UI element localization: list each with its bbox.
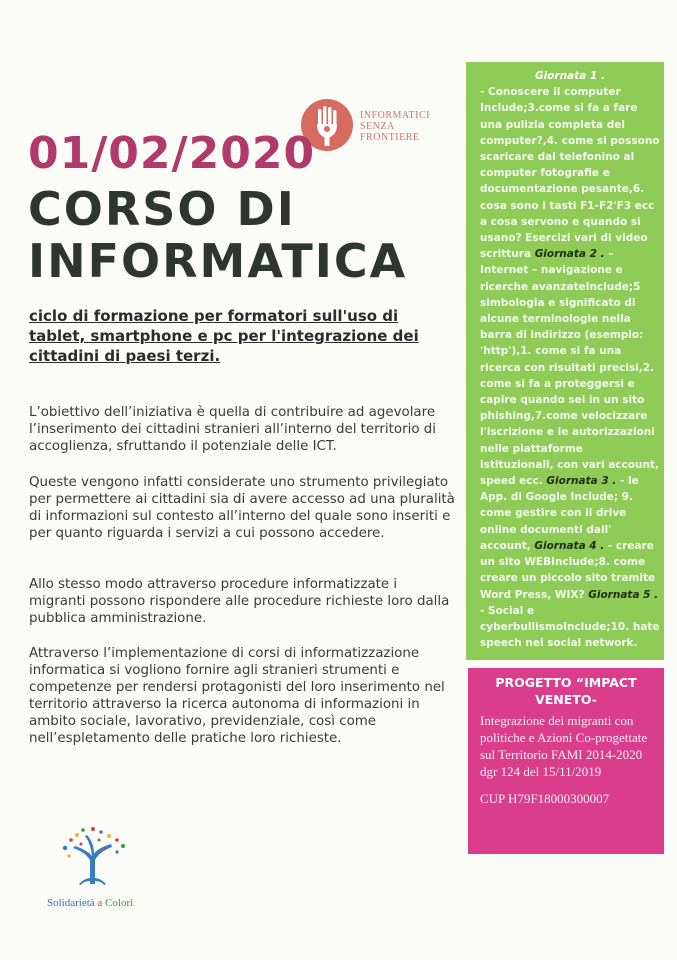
paragraph-procedures: Allo stesso modo attraverso procedure informatizzate i migranti possono rispondere alle procedure richieste loro dalla pubblica amministrazione. [29,577,450,626]
day2-text: – Internet – navigazione e ricerche avanzateInclude;5 simbologia e significato di alcune terminologie nella barra di indirizzo (esempio: 'http'),1. come si fa una ricerca con risultati precisi,2. come si fa a proteggersi e capire quando sei in un sito phishing,7.come velocizzare l'iscrizione e le autorizzazioni nelle piattaforme istituzionali, con vari account, speed ecc. [480,248,659,488]
day1-label: Giornata 1 . [535,70,605,82]
day3-text: - le App. di Google Include; 9. come gestire con il drive online documenti dall' account, [480,475,639,552]
isf-logo-line: FRONTIERE [360,132,420,143]
day4-label: Giornata 4 . [534,539,605,552]
paragraph-objective: L’obiettivo dell’iniziativa è quella di contribuire ad agevolare l’inserimento dei cittadini stranieri all’interno del territorio di accoglienza, sfruttando il potenziale delle ICT. [29,405,436,454]
logo-word-solidarieta: Solidarietà [47,897,95,909]
day4-text: - creare un sito WEBInclude;8. come creare un piccolo sito tramite Word Press, WIX? [480,539,656,601]
day1-text: - Conoscere il computer Include;3.come si fa a fare una pulizia completa del computer?,4. come si possono scaricare dal telefonino al computer fotografie e documentazione pesante,6. cosa sono i tasti F1-F2'F3 ecc a cosa servono e quando si usano? Esercizi vari di video scrittura [480,86,660,261]
isf-logo-text [360,110,430,143]
paragraph-courses: Attraverso l’implementazione di corsi di informatizzazione informatica si vogliono fornire agli stranieri strumenti e competenze per rendersi protagonisti del loro inserimento nel territorio attraverso la ricerca autonoma di informazioni in ambito sociale, lavorativo, previdenziale, così come nell’espletamento delle pratiche loro richieste. [29,646,445,746]
isf-logo-line: INFORMATICI [360,110,430,121]
paragraph-ict-tool: Queste vengono infatti considerate uno strumento privilegiato per permettere ai cittadini sia di avere accesso ad una pluralità di informazioni sul contesto all’interno del quale sono inseriti e per quanto riguarda i servizi a cui possono accedere. [29,475,455,541]
project-body [480,712,660,807]
event-date: 01/02/2020 [28,128,316,179]
tree-logo-icon [55,826,131,886]
program-box [466,62,664,660]
page-title-line1: CORSO DI [28,182,296,236]
project-description: Integrazione dei migranti con politiche e Azioni Co-progettate sul Territorio FAMI 2014-2020 dgr 124 del 15/11/2019 [480,713,648,779]
program-text [480,68,660,651]
project-cup-code: CUP H79F18000300007 [480,791,610,806]
day3-label: Giornata 3 . [546,475,617,488]
day5-label: Giornata 5 . [588,588,659,601]
project-box [468,668,664,854]
logo-word-colori: Colori [105,897,134,909]
solidarieta-a-colori-logo-text [47,897,133,909]
isf-logo-line: SENZA [360,121,395,132]
project-heading: PROGETTO “IMPACT VENETO- [495,675,637,707]
day2-label: Giornata 2 . [534,248,605,261]
course-subtitle: ciclo di formazione per formatori sull'uso di tablet, smartphone e pc per l'integrazione dei cittadini di paesi terzi. [29,307,419,365]
day5-text: - Social e cyberbullismoInclude;10. hate speech nei social network. [480,604,660,650]
page-title-line2: INFORMATICA [28,234,408,288]
logo-word-a: a [97,897,103,909]
